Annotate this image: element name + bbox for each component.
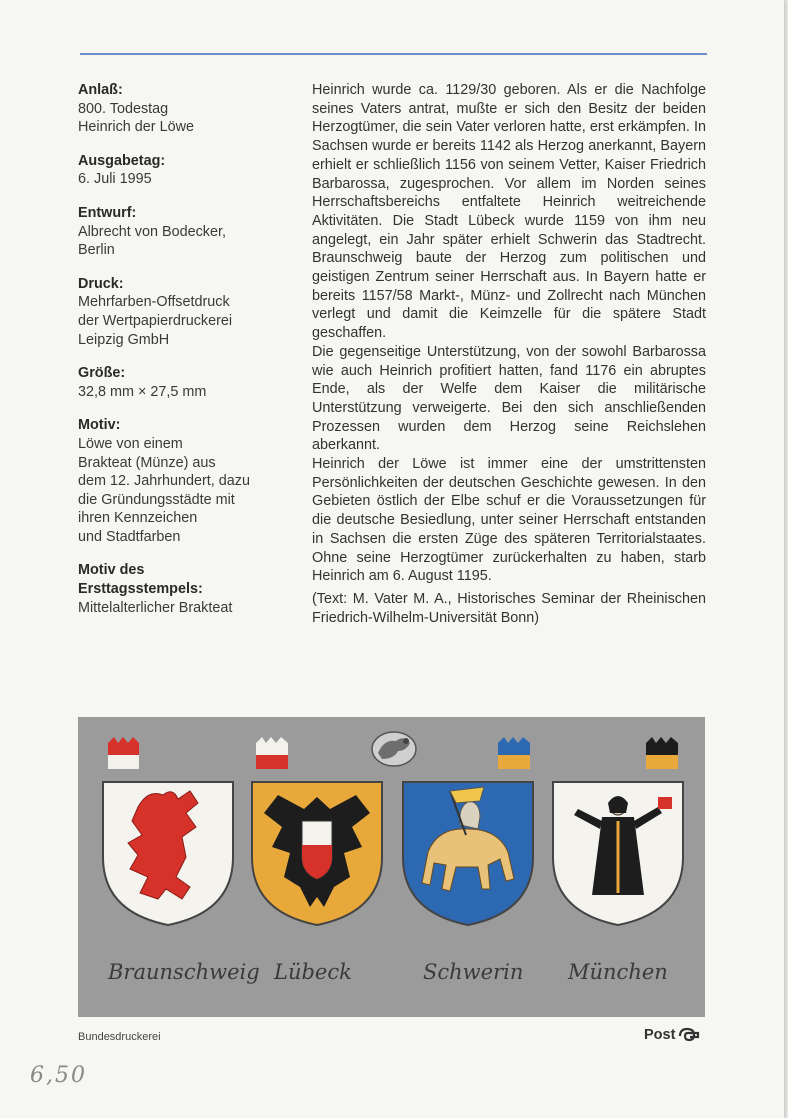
detail-occasion xyxy=(78,81,293,137)
detail-size xyxy=(78,364,293,401)
detail-value: 32,8 mm × 27,5 mm xyxy=(78,383,207,400)
city-label: Schwerin xyxy=(423,960,524,984)
braunschweig-coat-of-arms-icon xyxy=(103,782,233,925)
handwritten-price: 6,50 xyxy=(30,1063,87,1088)
post-brand-text: Post xyxy=(644,1027,676,1043)
detail-design xyxy=(78,204,293,260)
detail-label: Ausgabetag: xyxy=(78,152,166,169)
detail-label: Motiv des Ersttagsstempels: xyxy=(78,562,203,598)
crown-mark-braunschweig-icon xyxy=(108,737,139,769)
schwerin-coat-of-arms-icon xyxy=(403,782,533,925)
stamp-motif-image xyxy=(78,717,705,1017)
detail-postmark-motif xyxy=(78,561,293,617)
detail-issue-date xyxy=(78,152,293,189)
detail-print xyxy=(78,275,293,349)
city-label: München xyxy=(568,960,668,984)
detail-label: Anlaß: xyxy=(78,82,123,98)
top-rule xyxy=(80,53,707,55)
detail-value: 800. Todestag Heinrich der Löwe xyxy=(78,100,194,136)
detail-label: Motiv: xyxy=(78,417,121,434)
paragraph: Die gegenseitige Unterstützung, von der sowohl Barbarossa wie auch Heinrich profitiert hatten, fand 1176 ein abruptes Ende, als der Welfe dem Kaiser die militärische Unterstützung verweigerte. Bei den sich anschließenden Prozessen wurden dem Herzog seine Reichslehen aberkannt. xyxy=(312,343,706,454)
post-logo xyxy=(644,1027,700,1043)
detail-label: Größe: xyxy=(78,365,126,382)
crown-mark-schwerin-icon xyxy=(498,737,530,769)
detail-label: Entwurf: xyxy=(78,204,137,221)
detail-label: Druck: xyxy=(78,275,124,292)
detail-value: Albrecht von Bodecker, Berlin xyxy=(78,223,226,259)
detail-value: 6. Juli 1995 xyxy=(78,171,152,188)
detail-value: Löwe von einem Brakteat (Münze) aus dem 12. Jahrhundert, dazu die Gründungsstädte mit ihren Kennzeichen und Stadtfarben xyxy=(78,435,250,545)
paragraph: Heinrich der Löwe ist immer eine der umstrittensten Persönlichkeiten der deutschen Geschichte gewesen. In den Gebieten östlich der Elbe schuf er die Voraussetzungen für die deutsche Besiedlung, unter seiner Herrschaft entstanden in Sachsen die ersten Züge des späteren Territorialstaates. Ohne seine Herzogtümer zurückerhalten zu haben, starb Heinrich am 6. August 1195. xyxy=(312,456,706,585)
text-credit: (Text: M. Vater M. A., Historisches Seminar der Rheinischen Friedrich-Wilhelm-Universität Bonn) xyxy=(312,590,706,626)
muenchen-coat-of-arms-icon xyxy=(553,782,683,925)
history-text xyxy=(312,81,706,627)
detail-value: Mehrfarben-Offsetdruck der Wertpapierdruckerei Leipzig GmbH xyxy=(78,294,233,348)
post-horn-icon xyxy=(678,1027,700,1043)
detail-value: Mittelalterlicher Brakteat xyxy=(78,599,233,616)
detail-motif xyxy=(78,416,293,546)
crown-mark-muenchen-icon xyxy=(646,737,678,769)
crown-mark-luebeck-icon xyxy=(256,737,288,769)
bracteate-lion-icon xyxy=(372,732,416,766)
city-label: Lübeck xyxy=(274,960,352,984)
city-label: Braunschweig xyxy=(108,960,260,984)
printer-credit: Bundesdruckerei xyxy=(78,1031,161,1043)
paragraph: Heinrich wurde ca. 1129/30 geboren. Als er die Nachfolge seines Vaters antrat, mußte er sich den Besitz der beiden Herzogtümer, die sein Vater verloren hatte, erst erkämpfen. In Sachsen wurde er bereits 1142 als Herzog anerkannt, Bayern erhielt er schließlich 1156 von seinem Vetter, Kaiser Friedrich Barbarossa, zugesprochen. Vor allem im Norden seines Herrschaftsbereichs entfaltete Heinrich weitreichende Aktivitäten. Die Stadt Lübeck wurde 1159 von ihm neu angelegt, ein Jahr später erhielt Schwerin das Stadtrecht. Braunschweig baute der Herzog zum politischen und geistigen Zentrum seiner Herrschaft aus. In Bayern hatte er bereits 1157/58 Markt-, Münz- und Zollrecht nach München verlegt und damit die Keimzelle für die spätere Stadt geschaffen. xyxy=(312,82,706,342)
luebeck-coat-of-arms-icon xyxy=(252,782,382,925)
issue-details xyxy=(78,81,293,632)
